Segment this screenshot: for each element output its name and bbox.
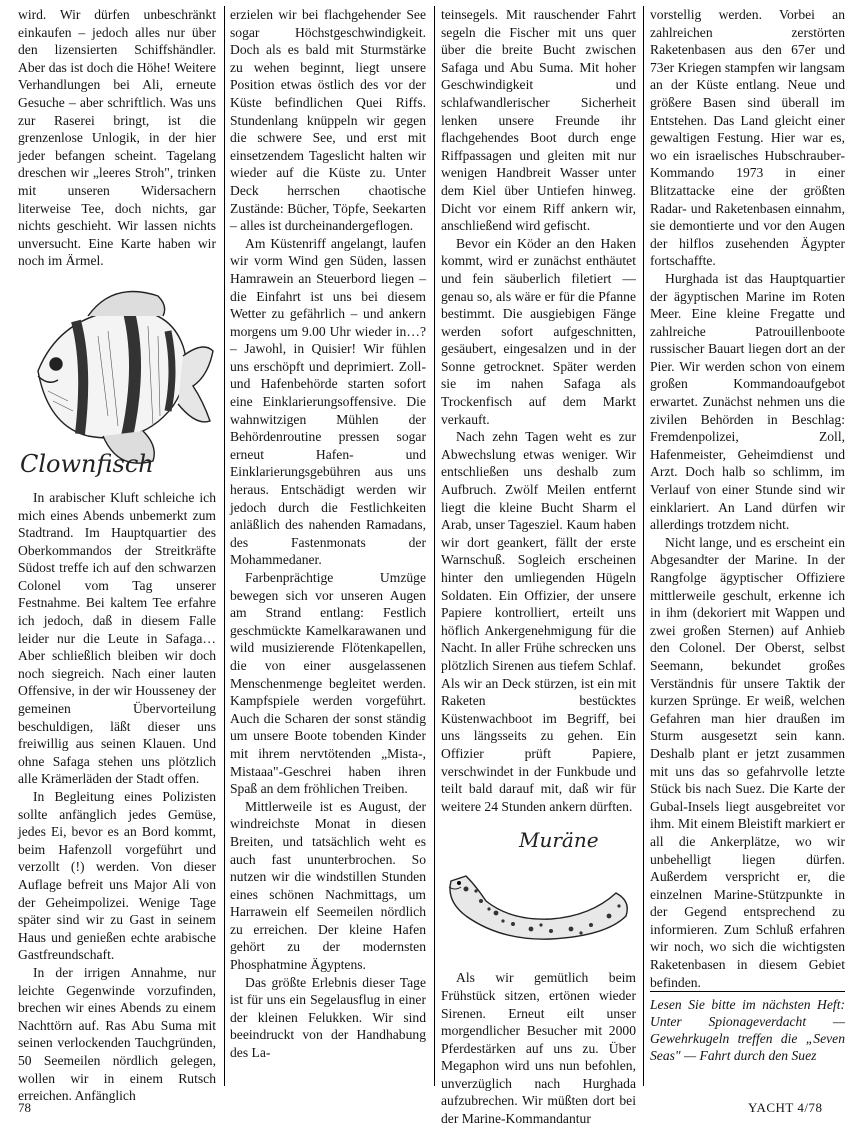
paragraph: Bevor ein Köder an den Haken kommt, wird er zunächst enthäutet und fein säuberlich filetiert — genau so, als wäre er für die Pfanne bestimmt. Die ausgiebigen Fänge werden sofort aufgeschnitten, gesäubert, eingesalzen und in der Sonne getrocknet. Später werden sie im nahen Safaga als Trockenfisch auf dem Markt verkauft. [441, 235, 636, 427]
paragraph: Als wir gemütlich beim Frühstück sitzen, ertönen wieder Sirenen. Erneut eilt unser morgendlicher Besucher mit 2000 Pferdestärken auf uns zu. Über Megaphon wird uns nun befohlen, unverzüglich nach Hurghada aufzubrechen. Wir müßten dort bei der Marine-Kommandantur [441, 970, 636, 1127]
clownfish-signature: Clownfisch [20, 449, 154, 478]
next-issue-teaser: Lesen Sie bitte im nächsten Heft: Unter Spionageverdacht — Gewehrkugeln treffen die „Seven Seas" — Fahrt durch den Suez [650, 991, 845, 1064]
article-column-2 [230, 6, 426, 1062]
paragraph: Nicht lange, und es erscheint ein Abgesandter der Marine. In der Rangfolge ägyptischer Offiziere mittlerweile geschult, erkenne ich in ihm (dekoriert mit Wappen und zwei großen Sternen) auf Anhieb den Colonel. Der Oberst, selbst Seemann, bekundet großes Verständnis für unsere Taktik der kurzen Sprünge. Er weiß, welchen Gefahren man hier draußen im Sturm ausgesetzt sein kann. Deshalb plant er jetzt zusammen mit uns das so gefahrvolle letzte Stück bis nach Suez. Die Karte der Gubal-Insels liegt ausgebreitet vor ihm. Mit einem Bleistift markiert er all die Ankerplätze, wo wir unbehelligt liegen dürfen. Außerdem verspricht er, die einzelnen Marine-Stützpunkte in der Gegend entsprechend zu informieren. Zum Schluß erfahren wir noch, wo sich die wichtigsten Raketenbasen in diesem Gebiet befinden. [650, 534, 845, 990]
paragraph: erzielen wir bei flachgehender See sogar Höchstgeschwindigkeit. Doch als es bald mit Sturmstärke zu wehen beginnt, liegt unsere Position etwas östlich des vor der Küste befindlichen Quei Riffs. Stundenlang knüppeln wir gegen die schwere See, und erst mit einsetzendem Tageslicht halten wir wieder auf die Küste zu. Unter Deck herrschen chaotische Zustände: Bücher, Töpfe, Seekarten – alles ist durcheinandergeflogen. [230, 7, 426, 234]
column-rule [434, 6, 435, 1086]
paragraph: Hurghada ist das Hauptquartier der ägyptischen Marine im Roten Meer. Eine kleine Fregatte und zahlreiche Patrouillenboote russischer Bauart liegen dort an der Pier. Wir werden schon von einem großen Kommandoaufgebot erwartet. Zunächst nehmen uns die zivilen Behörden in Beschlag: Fremdenpolizei, Zoll, Hafenmeister, Geheimdienst und Arzt. Doch halb so schlimm, im Verlauf von einer Stunde sind wir einklariert. An Land dürfen wir allerdings trotzdem nicht. [650, 270, 845, 533]
article-column-4 [650, 6, 845, 1064]
paragraph: Am Küstenriff angelangt, laufen wir vorm Wind gen Süden, lassen Hamrawein an Steuerbord liegen – die Einfahrt ist uns bei diesem Wetter zu gefährlich – und ankern morgens um 9.00 Uhr wieder in…? – Jawohl, in Quisier! Wir fühlen uns erschöpft und deprimiert. Zoll- und Hafenbehörde starten sofort eine Einklarierungsoffensive. Die wahnwitzigen Mühlen der Behördenroutine pressen sogar erneut Hafen- und Einklarierungsgebühren aus uns heraus. Entschädigt werden wir jedoch durch die Festlichkeiten anläßlich des nahenden Ramadans, des Fastenmonats der Mohammedaner. [230, 235, 426, 568]
article-column-1 [18, 6, 216, 1105]
paragraph: vorstellig werden. Vorbei an zahlreichen zerstörten Raketenbasen aus den 67er und 73er Kriegen stampfen wir langsam an der Küste entlang. Neue und größere Basen sind überall im Entstehen. Das Land gleicht einer gewaltigen Festung. Hier war es, wo ein israelisches Hubschrauber-Kommando 1973 in einer Blitzattacke eine der größten Radar- und Raketenbasen einnahm, sie demontierte und vor den Augen der hilflos zusehenden Ägypter fortschaffte. [650, 7, 845, 269]
paragraph: Nach zehn Tagen weht es zur Abwechslung etwas weniger. Wir entschließen uns deshalb zum Aufbruch. Zwölf Meilen entfernt liegt die kleine Bucht Sharm el Arab, unser Tagesziel. Kaum haben wir dort geankert, fällt der erste Warnschuß. Sogleich erscheinen hinter den umliegenden Hügeln Soldaten. Ein Offizier, der unsere Papiere kontrolliert, erteilt uns höflich Ankergenehmigung für die Nacht. In aller Frühe schrecken uns plötzlich Sirenen aus tiefem Schlaf. Als wir an Deck stürzen, ist ein mit Raketen bestücktes Küstenwachboot im Begriff, bei uns längsseits zu gehen. Ein Offizier prüft Papiere, verschwindet in der Funkbude und teilt bald darauf mit, daß wir für weitere 24 Stunden ankern dürften. [441, 429, 636, 814]
paragraph: In arabischer Kluft schleiche ich mich eines Abends unbemerkt zum Stadtrand. Im Hauptquartier des Oberkommandos der Streitkräfte Südost treffe ich auf den schwarzen Colonel vom Tag unserer Festnahme. Bei kaltem Tee erfahre ich jedoch, daß in diesem Falle leider nur die Leute in Safaga… Aber schließlich bleiben wir doch noch siegreich. Nach einer lauten Offensive, in der wir Housseney der gemeinen Übervorteilung beschuldigen, läßt dieser uns freiwillig aus seinen Klauen. Und ohne Safaga stehen uns plötzlich alle Krämerläden der Stadt offen. [18, 489, 216, 787]
clownfish-illustration [18, 276, 216, 481]
paragraph: teinsegels. Mit rauschender Fahrt segeln die Fischer mit uns quer über die breite Bucht zwischen Safaga und Abu Suma. Mit hoher Geschwindigkeit und schlafwandlerischer Sicherheit lenken unsere Freunde ihr flachgehendes Boot durch enge Riffpassagen und gleiten mit nur wenigen Handbreit Wasser unter dem Kiel über Untiefen hinweg. Dicht vor einem Riff ankern wir, anschließend wird gefischt. [441, 7, 636, 234]
paragraph: In Begleitung eines Polizisten sollte anfänglich jedes Gemüse, jedes Ei, bevor es an Bord kommt, beim Hafenzoll vorgeführt und verzollt (!) werden. Von dieser Auflage befreit uns Major Ali von der Geheimpolizei. Wenige Tage später sind wir zu Gast in seinem Haus und genießen echte arabische Gastfreundschaft. [18, 789, 216, 963]
paragraph: Mittlerweile ist es August, der windreichste Monat in diesen Breiten, und tatsächlich weht es auch fast ununterbrochen. So nutzen wir die windstillen Stunden eines schönen Nachmittags, um Harrawein elf Seemeilen nördlich zu erreichen. Der kleine Hafen gehört zu der modernsten Phosphatmine Ägyptens. [230, 798, 426, 973]
magazine-issue: YACHT 4/78 [748, 1100, 823, 1115]
paragraph: Farbenprächtige Umzüge bewegen sich vor unseren Augen am Strand entlang: Festlich geschmückte Kamelkarawanen und wild musizierende Flötenkapellen, die von einer ausgelassenen Menschenmenge begleitet werden. Kampfspiele werden vorgeführt. Auch die Scharen der sonst ständig um unsere Boote tobenden Kinder mit ihrem nervtötenden „Mista-, Mistaaa"-Geschrei haben ihren Spaß an dem fröhlichen Treiben. [230, 570, 426, 797]
article-column-3 [441, 6, 636, 1128]
paragraph: In der irrigen Annahme, nur leichte Gegenwinde vorzufinden, brechen wir eines Abends zu einem Nachttörn auf. Ras Abu Suma mit seinen verlockenden Tauchgründen, 50 Seemeilen nördlich gelegen, wollen wir in einem Rutsch erreichen. Anfänglich [18, 964, 216, 1104]
paragraph: Das größte Erlebnis dieser Tage ist für uns ein Segelausflug in einer der kleinen Felukken. Wir sind beeindruckt von der Handhabung des La- [230, 974, 426, 1061]
paragraph: wird. Wir dürfen unbeschränkt einkaufen – jedoch alles nur über den lizensierten Schiffshändler. Aber das ist doch die Höhe! Weitere Verhandlungen bei Ali, erneute Gesuche – aber schriftlich. Was uns zur Raserei bringt, ist die grenzenlose Unlogik, in der hier jeder befangen scheint. Tagelang dreschen wir „leeres Stroh", trinken mit unseren Widersachern literweise Tee, doch nichts, gar nichts geschieht. Wir lassen nichts unversucht. Eine Karte haben wir noch im Ärmel. [18, 7, 216, 269]
column-rule [643, 6, 644, 1086]
moray-eel-illustration [441, 821, 636, 961]
column-rule [224, 6, 225, 1086]
moray-signature: Muräne [519, 828, 599, 853]
page-number: 78 [18, 1100, 31, 1115]
